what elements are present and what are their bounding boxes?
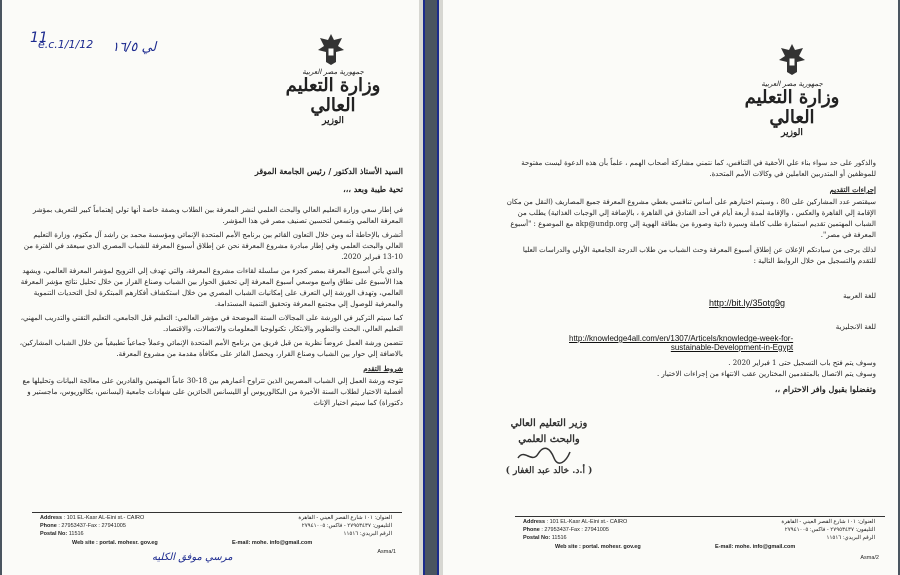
greeting: تحية طيبة وبعد ،،،	[343, 184, 403, 194]
handwritten-bottom-note: مرسي موفق الكليه	[152, 552, 233, 563]
ministry-name: وزارة التعليم العالي	[744, 87, 840, 128]
clerk-ref: Asma/1	[377, 549, 396, 555]
republic-label: جمهورية مصر العربية	[761, 80, 823, 88]
phone-value: : 27953437-Fax : 27941005	[541, 527, 609, 533]
handwritten-date: e.c.1/1/12	[38, 38, 94, 51]
clerk-ref: Asma/2	[860, 555, 879, 561]
letter-body	[18, 205, 403, 409]
procedures-text: سيقتصر عدد المشاركين على 80 ، وسيتم اختيارهم على أساس تنافسي بغطي مشروع المعرفة جميع المصاريف (النقل من مكان الإقامة إلي القاهرة والعكس ، والإقامة لمدة أربعة أيام في أحد الفنادق في القاهرة ، بالإضافة إلي الوجبات الغذائية) يطلب من الشباب المهتمين تقديم استمارة طلب كاملة وسيرة ذاتية وصورة من بطاقة الهوية إلي akp@undp.org مع الموضوع : "أسبوع المعرفة في مصر".	[506, 198, 876, 239]
email: E-mail: mohe. info@gmail.com	[232, 540, 313, 546]
footer-divider	[32, 512, 402, 513]
address-arabic: العنوان: ١٠١ شارع القصر العيني - القاهرة	[298, 515, 392, 521]
english-registration-link[interactable]	[569, 334, 793, 352]
ministry-letterhead	[268, 68, 398, 126]
notice-text: وسوف يتم الاتصال بالمتقدمين المختارين عقب الانتهاء من إجراءات الاختيار .	[656, 370, 876, 378]
letter-page-2	[437, 0, 898, 575]
paragraph: كما سيتم التركيز في الورشة على المجالات الستة الموضحة في مؤشر العالمي: التعليم قبل الجامعي، التعليم التقني والتدريب المهني، التعليم العالي، البحث والتطوير والابتكار، تكنولوجيا المعلومات والاتصالات، والاقتصاد.	[20, 314, 403, 333]
arabic-link-label: للغة العربية	[843, 292, 876, 300]
website: Web site : portal. mohesr. gov.eg	[555, 544, 641, 550]
scan-edge	[419, 0, 423, 575]
eagle-emblem-icon	[316, 32, 346, 66]
signature-title-1: وزير التعليم العالي	[510, 418, 588, 429]
address-arabic: العنوان: ١٠١ شارع القصر العيني - القاهرة	[781, 519, 875, 525]
phone-arabic: التليفون: ٢٧٩٥٣٤٣٧ - فاكس: ٢٧٩٤١٠٠٥	[784, 527, 875, 533]
postal-value: 11516	[551, 535, 567, 541]
signature-title-2: والبحث العلمي	[518, 434, 580, 445]
paragraph: والذي يأتي أسبوع المعرفة بمصر كجزء من سلسلة لقاءات مشروع المعرفة، والتي تهدف إلي الترويج لمؤشر المعرفة العالمي، ويشهد هذا الأسبوع على نطاق واسع موسعي أسبوع المعرفة إلي تحقيق الحوار بين الشباب وصناع القرار من خلال تحليل نتائج مؤشر المعرفة العالمي، وتهدف الورشة إلي التعرف على إمكانيات الشباب المصري من خلال استكشاف أفكارهم المبتكرة لحل التحديات التنموية والمعرفية للوصول إلي مجتمع المعرفة وتحقيق التنمية المستدامة.	[20, 267, 403, 308]
letter-footer	[515, 518, 885, 564]
ministry-letterhead	[727, 80, 857, 138]
closing-text: وتفضلوا بقبول وافر الاحترام ،،	[774, 384, 876, 394]
minister-label: الوزير	[322, 116, 344, 126]
postal-label: Postal No:	[523, 535, 551, 541]
ministry-name: وزارة التعليم العالي	[285, 75, 381, 116]
website: Web site : portal. mohesr. gov.eg	[72, 540, 158, 546]
conditions-title: شروط التقدم	[363, 364, 403, 373]
eagle-emblem-icon	[777, 42, 807, 76]
salutation: السيد الأستاذ الدكتور / رئيس الجامعة الموقر	[254, 166, 403, 176]
phone-label: Phone	[40, 523, 57, 529]
english-link-line-2: sustainable-Development-in-Egypt	[670, 343, 794, 352]
postal-arabic: الرقم البريدي: ١١٥١٦	[826, 535, 875, 541]
paragraph: في إطار سعي وزارة التعليم العالي والبحث العلمي لنشر المعرفة بين الطلاب وبصفة خاصة أنها تولي إهتماماً كبير للتعريف بمؤشر المعرفة العالمي وتسعي لتحسين تصنيف مصر في هذا المؤشر.	[32, 206, 403, 225]
letter-body	[506, 158, 876, 271]
request-text: لذلك يرجى من سيادتكم الإعلان عن إطلاق أسبوع المعرفة وحث الشباب من طلاب الدرجة الجامعية الأولي والدراسات العليا للتقدم والتسجيل من خلال الروابط التالية :	[522, 246, 876, 265]
conditions-text: تتوجه ورشة العمل إلي الشباب المصريين الذين تتراوح أعمارهم بين 18-30 عاماً المهتمين والقادرين على معالجة البيانات وتحليلها مع أفضلية الاختيار لطلاب السنة الأخيرة من البكالوريوس أو الليسانس الحائزين على شهادات جامعية (ليسانس، بكالوريوس، ماجستير و دكتوراة) كما سيتم اختيار الإناث	[22, 377, 403, 407]
address-label: Address	[523, 519, 546, 525]
minister-label: الوزير	[781, 128, 803, 138]
english-link-label: للغة الانجليزية	[835, 323, 876, 331]
republic-label: جمهورية مصر العربية	[302, 68, 364, 76]
phone-value: : 27953437-Fax : 27941005	[58, 523, 126, 529]
scan-edge	[439, 0, 443, 575]
intro-paragraph: والذكور على حد سواء بناء علي الأحقية في التنافس، كما نتمني مشاركة أصحاب الهمم ، علماً بأن هذه الدعوة ليست مفتوحة للموظفين أو المتدربين العاملين في وكالات الأمم المتحدة.	[521, 159, 876, 178]
phone-label: Phone	[523, 527, 540, 533]
english-link-line-1: http://knowledge4all.com/en/1307/Articels/knowledge-week-for-	[569, 334, 794, 343]
handwritten-note: لي ١٦/٥	[112, 40, 157, 55]
arabic-registration-link[interactable]: http://bit.ly/35otg9g	[709, 298, 786, 308]
phone-arabic: التليفون: ٢٧٩٥٣٤٣٧ - فاكس: ٢٧٩٤١٠٠٥	[301, 523, 392, 529]
letter-page-1	[2, 0, 425, 575]
postal-arabic: الرقم البريدي: ١١٥١٦	[343, 531, 392, 537]
footer-divider	[515, 516, 885, 517]
address-value: : 101 EL-Kasr AL-Eini st.- CAIRO	[63, 515, 145, 521]
paragraph: تتضمن ورشة العمل عروضاً نظرية من قبل فريق من برنامج الأمم المتحدة الإنمائي وعملاً جماعياً تطبيقياً من خلال الشباب المشاركين، بالاضافة إلي حوار بين الشباب وصناع القرار، ويحصل الفائز على مكافأة مقدمة من مشروع المعرفة.	[19, 339, 403, 358]
email: E-mail: mohe. info@gmail.com	[715, 544, 796, 550]
signature-name: ( أ.د. خالد عبد الغفار )	[505, 466, 593, 476]
procedures-title: إجراءات التقديم	[829, 185, 876, 194]
deadline-text: وسوف يتم فتح باب التسجيل حتى 1 فبراير 2020 .	[728, 359, 876, 367]
postal-value: 11516	[68, 531, 84, 537]
letter-footer	[32, 514, 402, 554]
address-value: : 101 EL-Kasr AL-Eini st.- CAIRO	[546, 519, 628, 525]
address-label: Address	[40, 515, 63, 521]
postal-label: Postal No:	[40, 531, 68, 537]
handwritten-number: 11	[30, 30, 48, 46]
paragraph: أتشرف بالإحاطة أنه ومن خلال التعاون القائم بين برنامج الأمم المتحدة الإنمائي ومؤسسة محمد بن راشد آل مكتوم، وزارة التعليم العالي والبحث العلمي وفي إطار مبادرة مشروع المعرفة نحن عن إطلاق أسبوع المعرفة للشباب المصري الذي سيعقد في الفترة من 10-13 فبراير 2020.	[23, 231, 403, 261]
